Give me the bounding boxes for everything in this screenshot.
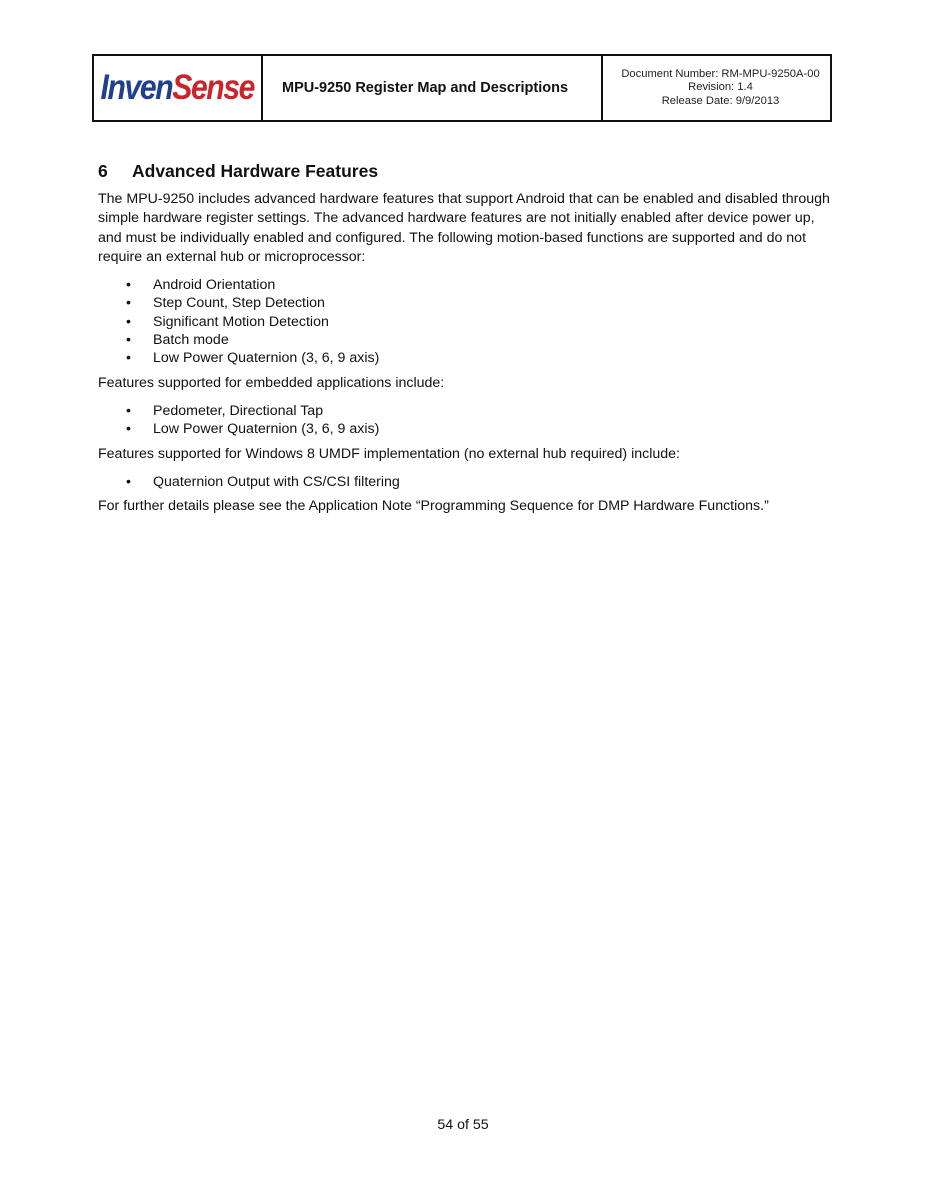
intro-paragraph: The MPU-9250 includes advanced hardware features that support Android that can be enabled and disabled through simple hardware register settings. The advanced hardware features are not initially enabled after device power up, and must be individually enabled and configured. The following motion-based functions are supported and do not require an external hub or microprocessor: <box>98 191 830 265</box>
logo-part-sense: Sense <box>172 68 255 107</box>
list-item: • Low Power Quaternion (3, 6, 9 axis) <box>98 349 838 367</box>
release-date: Release Date: 9/9/2013 <box>661 94 780 107</box>
page-content <box>98 160 838 516</box>
page-number: 54 of 55 <box>437 1117 489 1133</box>
list-item: • Step Count, Step Detection <box>98 294 838 312</box>
logo-cell <box>94 56 263 120</box>
document-title: MPU-9250 Register Map and Descriptions <box>282 80 569 96</box>
list-item: • Pedometer, Directional Tap <box>98 402 838 420</box>
section-number: 6 <box>98 161 108 181</box>
title-cell <box>263 56 603 120</box>
section-title: Advanced Hardware Features <box>132 161 379 181</box>
windows-intro: Features supported for Windows 8 UMDF implementation (no external hub required) include: <box>98 445 680 462</box>
document-number: Document Number: RM-MPU-9250A-00 <box>621 67 820 80</box>
list-item: • Low Power Quaternion (3, 6, 9 axis) <box>98 420 838 438</box>
embedded-intro: Features supported for embedded applications include: <box>98 374 445 391</box>
closing-paragraph: For further details please see the Application Note “Programming Sequence for DMP Hardware Functions.” <box>98 498 769 515</box>
windows-features-list <box>98 473 838 491</box>
company-logo <box>101 68 255 108</box>
list-item: • Quaternion Output with CS/CSI filtering <box>98 473 838 491</box>
embedded-features-list <box>98 402 838 439</box>
meta-cell <box>603 56 830 120</box>
document-header <box>92 54 832 122</box>
list-item: • Android Orientation <box>98 276 838 294</box>
list-item: • Significant Motion Detection <box>98 313 838 331</box>
list-item: • Batch mode <box>98 331 838 349</box>
section-heading <box>98 160 838 182</box>
logo-part-inven: Inven <box>100 68 173 107</box>
revision: Revision: 1.4 <box>688 81 753 94</box>
android-features-list <box>98 276 838 367</box>
